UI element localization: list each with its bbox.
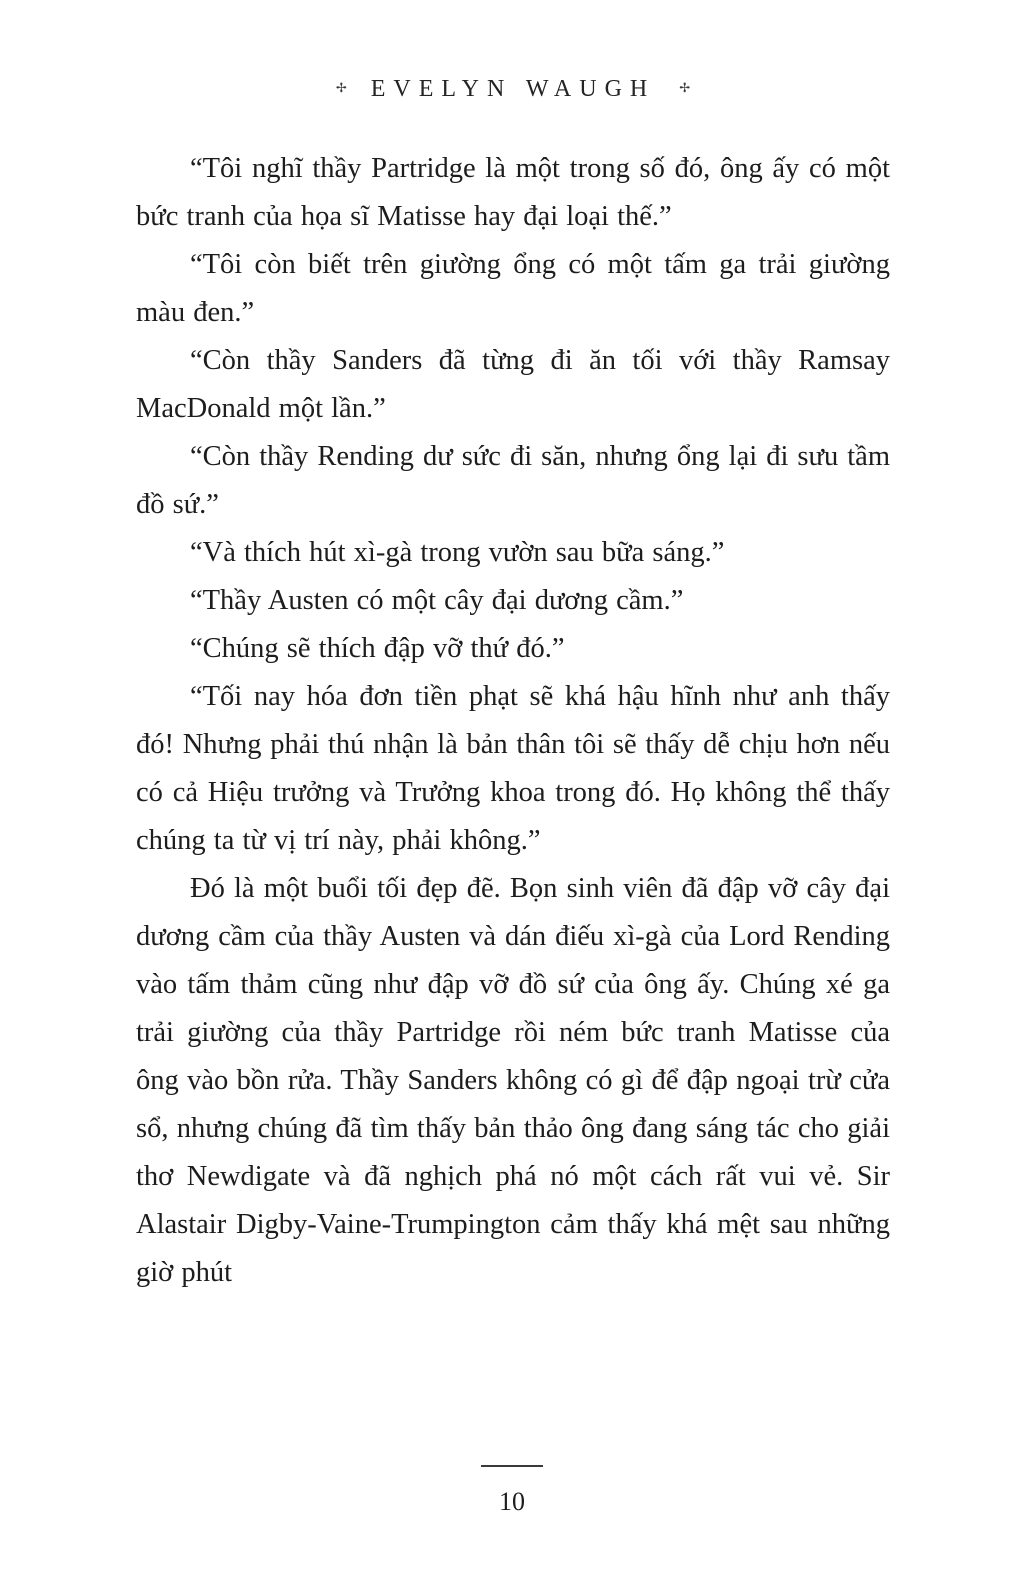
page-body-text xyxy=(136,145,890,1297)
paragraph: “Tôi còn biết trên giường ổng có một tấm ga trải giường màu đen.” xyxy=(136,249,890,328)
paragraph: “Còn thầy Sanders đã từng đi ăn tối với thầy Ramsay MacDonald một lần.” xyxy=(136,345,890,424)
header-ornament-right-icon: ✢ xyxy=(679,81,691,96)
page-number: 10 xyxy=(499,1487,525,1516)
paragraph: Đó là một buổi tối đẹp đẽ. Bọn sinh viên đã đập vỡ cây đại dương cầm của thầy Austen và dán điếu xì-gà của Lord Rending vào tấm thảm cũng như đập vỡ đồ sứ của ông ấy. Chúng xé ga trải giường của thầy Partridge rồi ném bức tranh Matisse của ông vào bồn rửa. Thầy Sanders không có gì để đập ngoại trừ cửa sổ, nhưng chúng đã tìm thấy bản thảo ông đang sáng tác cho giải thơ Newdigate và đã nghịch phá nó một cách rất vui vẻ. Sir Alastair Digby-Vaine-Trumpington cảm thấy khá mệt sau những giờ phút xyxy=(136,873,890,1288)
paragraph: “Và thích hút xì-gà trong vườn sau bữa sáng.” xyxy=(190,537,725,568)
paragraph: “Tối nay hóa đơn tiền phạt sẽ khá hậu hĩnh như anh thấy đó! Nhưng phải thú nhận là bản thân tôi sẽ thấy dễ chịu hơn nếu có cả Hiệu trưởng và Trưởng khoa trong đó. Họ không thể thấy chúng ta từ vị trí này, phải không.” xyxy=(136,681,890,856)
running-header xyxy=(136,76,890,103)
paragraph: “Thầy Austen có một cây đại dương cầm.” xyxy=(190,585,684,616)
header-ornament-left-icon: ✢ xyxy=(335,81,347,96)
paragraph: “Tôi nghĩ thầy Partridge là một trong số đó, ông ấy có một bức tranh của họa sĩ Matisse hay đại loại thế.” xyxy=(136,153,890,232)
footer-rule xyxy=(481,1465,543,1467)
paragraph: “Chúng sẽ thích đập vỡ thứ đó.” xyxy=(190,633,565,664)
running-title: EVELYN WAUGH xyxy=(370,76,656,102)
paragraph: “Còn thầy Rending dư sức đi săn, nhưng ổng lại đi sưu tầm đồ sứ.” xyxy=(136,441,890,520)
page-footer xyxy=(0,1465,1024,1517)
